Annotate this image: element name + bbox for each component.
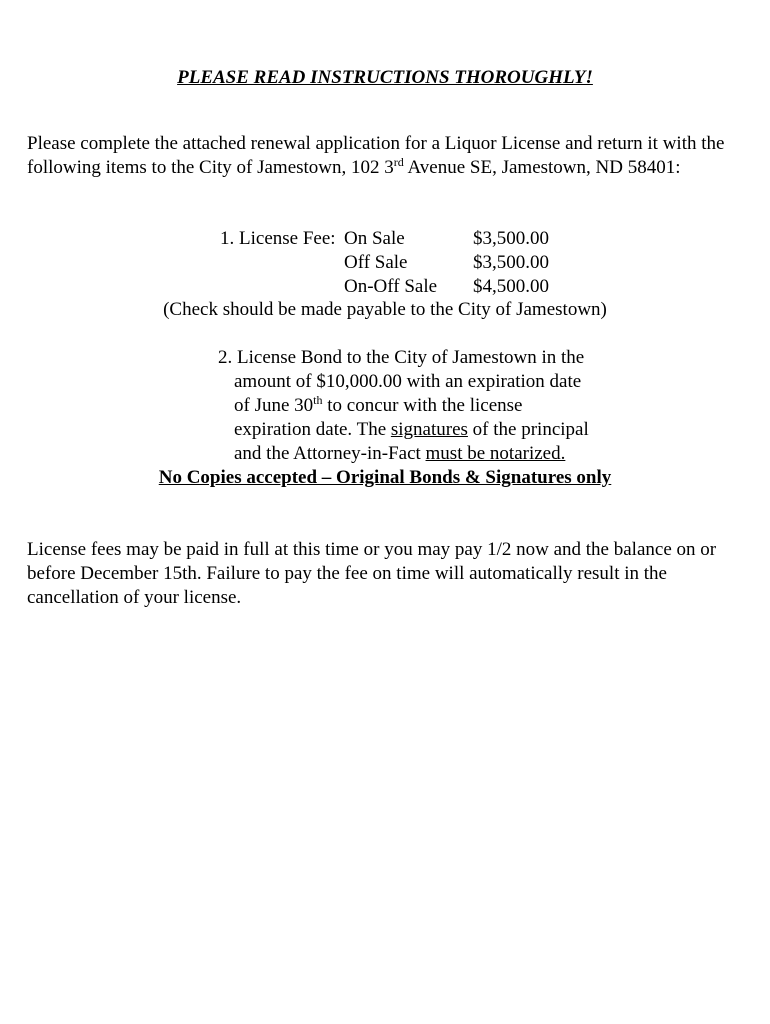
bond-text: and the Attorney-in-Fact: [234, 443, 426, 464]
fee-amount: $4,500.00: [473, 276, 549, 297]
fee-label-text: . License Fee:: [229, 228, 336, 249]
license-bond-item: [218, 346, 638, 466]
bond-line: 2. License Bond to the City of Jamestown in the: [218, 347, 585, 368]
bond-line: [218, 418, 638, 442]
fee-type: Off Sale: [344, 252, 408, 273]
payment-terms-paragraph: License fees may be paid in full at this time or you may pay 1/2 now and the balance on or before December 15th. Failure to pay the fee on time will automatically result in the cancellation of your license.: [27, 539, 717, 608]
bond-text: expiration date. The: [234, 419, 391, 440]
fee-item-number: 1: [220, 228, 230, 249]
notarized-emphasis: must be notarized.: [425, 443, 566, 464]
fee-amount: $3,500.00: [473, 252, 549, 273]
signatures-emphasis: signatures: [390, 419, 468, 440]
bond-line: amount of $10,000.00 with an expiration date: [234, 371, 582, 392]
bond-text: to concur with the license: [322, 395, 523, 416]
bond-line: [218, 442, 638, 466]
license-fee-list: [0, 227, 770, 299]
bond-superscript: th: [313, 393, 323, 407]
intro-text-1: Please complete the attached renewal application for a Liquor License and return it with the following items to the City of Jamestown, 102 3: [27, 133, 725, 178]
fee-type: On Sale: [344, 228, 405, 249]
fee-type: On-Off Sale: [344, 276, 438, 297]
check-payable-note: (Check should be made payable to the City of Jamestown): [163, 299, 607, 320]
fee-row-on-off-sale: [0, 275, 770, 299]
intro-superscript: rd: [393, 155, 404, 169]
no-copies-notice: No Copies accepted – Original Bonds & Signatures only: [158, 467, 612, 488]
fee-row-off-sale: [0, 251, 770, 275]
bond-text: of June 30: [234, 395, 314, 416]
fee-row-on-sale: [0, 227, 770, 251]
fee-lead: [220, 227, 336, 251]
fee-item-label: [230, 228, 336, 249]
intro-text-2: Avenue SE, Jamestown, ND 58401:: [403, 157, 681, 178]
instructions-heading: PLEASE READ INSTRUCTIONS THOROUGHLY!: [177, 67, 593, 88]
bond-line: [218, 394, 638, 418]
bond-text: of the principal: [467, 419, 589, 440]
fee-amount: $3,500.00: [473, 228, 549, 249]
intro-paragraph: [27, 132, 747, 180]
